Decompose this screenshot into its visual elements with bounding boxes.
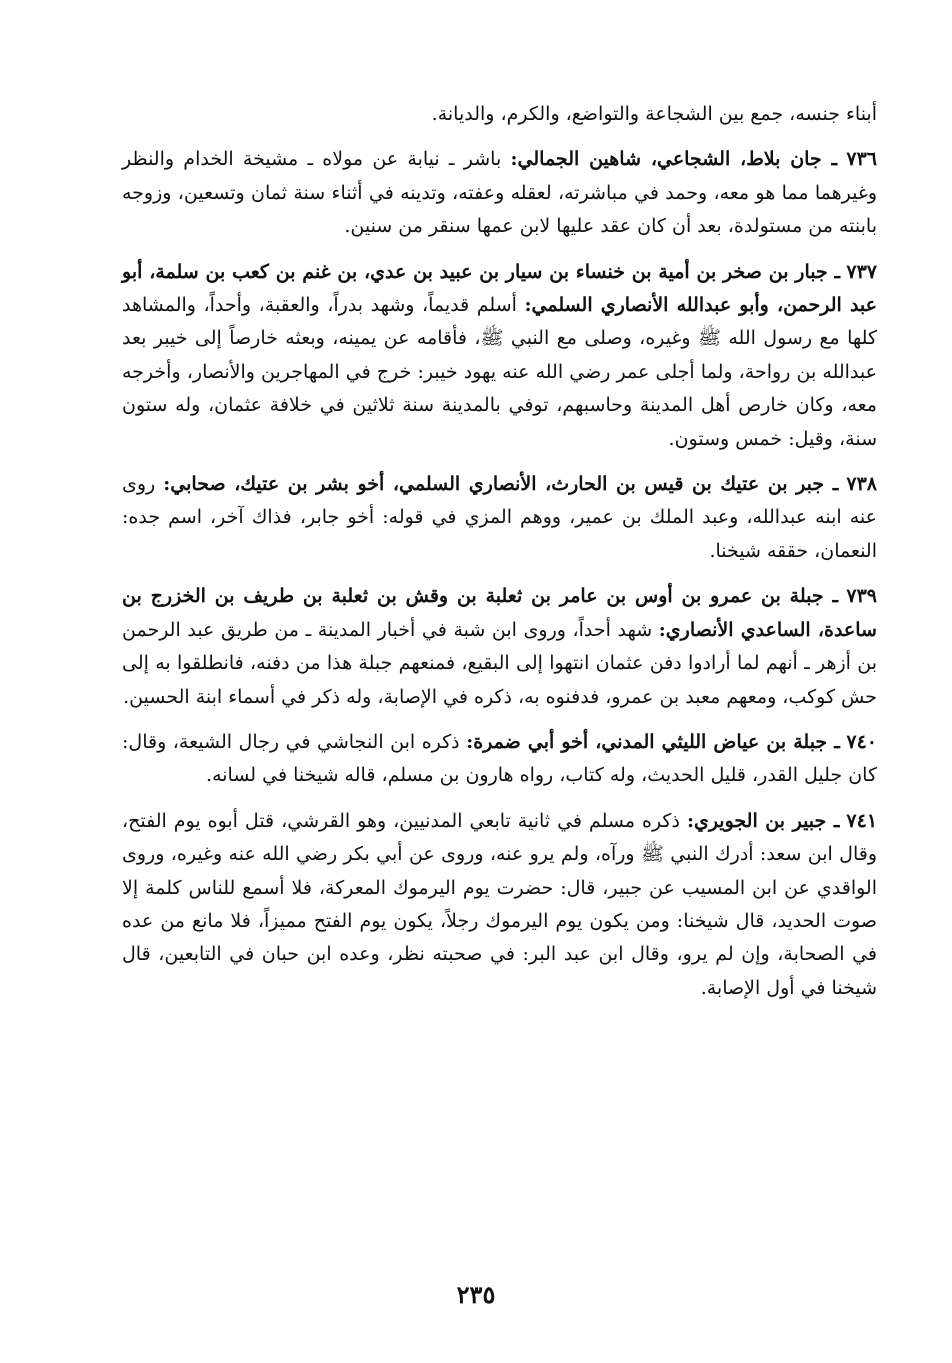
entry-dash: ـ [827,730,840,753]
entry-heading: جبير بن الجويري: [686,809,827,832]
entry-body: أسلم قديماً، وشهد بدراً، والعقبة، وأحداً، والمشاهد كلها مع رسول الله ﷺ وغيره، وصلى مع النبي ﷺ، فأقامه عن يمينه، وبعثه خارصاً إلى خيبر بعد عبدالله بن رواحة، ولما أجلى عمر رضي الله عنه يهود خيبر: خرج في المهاجرين والأنصار، وأخرجه معه، وكان خارص أهل المدينة وحاسبهم، توفي بالمدينة سنة ثلاثين في خلافة عثمان، وله ستون سنة، وقيل: خمس وستون. [122,294,877,450]
entry-number: ٧٣٨ [846,473,878,496]
entry-738 [122,468,877,568]
entry-737 [122,256,877,456]
entry-number: ٧٤١ [846,809,878,832]
entry-dash: ـ [823,585,839,608]
entry-body: روى عنه ابنه عبدالله، وعبد الملك بن عمير، ووهم المزي في قوله: أخو جابر، فذاك آخر، اسم جده: النعمان، حققه شيخنا. [122,473,877,562]
entry-739 [122,580,877,714]
paragraph-continuation [122,98,877,131]
entry-heading: جبلة بن عياض الليثي المدني، أخو أبي ضمرة: [466,730,828,753]
entry-body: باشر ـ نيابة عن مولاه ـ مشيخة الخدام والنظر وغيرهما مما هو معه، وحمد في مباشرته، لعقله وعفته، وتدينه في أثناء سنة ثمان وتسعين، وزوجه بابنته من مستولدة، بعد أن كان عقد عليها لابن عمها سنقر من سنين. [122,148,877,238]
paragraph-body: أبناء جنسه، جمع بين الشجاعة والتواضع، والكرم، والديانة. [431,103,877,125]
entry-body: ذكره ابن النجاشي في رجال الشيعة، وقال: كان جليل القدر، قليل الحديث، وله كتاب، رواه هارون بن مسلم، قاله شيخنا في لسانه. [122,730,877,787]
entry-dash: ـ [821,148,838,171]
entry-heading: جبر بن عتيك بن قيس بن الحارث، الأنصاري السلمي، أخو بشر بن عتيك، صحابي: [163,473,825,496]
entry-dash: ـ [826,809,840,832]
entry-number: ٧٣٧ [846,260,877,283]
entry-number: ٧٣٩ [846,585,878,608]
entry-heading: جبار بن صخر بن أمية بن خنساء بن سيار بن عبيد بن عدي، بن غنم بن كعب بن سلمة، أبو عبد الرحمن، وأبو عبدالله الأنصاري السلمي: [122,260,877,317]
entry-dash: ـ [824,473,839,496]
entry-heading: جان بلاط، الشجاعي، شاهين الجمالي: [510,148,822,171]
page-text [122,98,877,1005]
page-number: ٢٣٥ [456,1280,496,1309]
entry-number: ٧٤٠ [846,730,877,753]
entry-dash: ـ [827,260,841,283]
entry-number: ٧٣٦ [846,148,878,171]
entry-736 [122,143,877,243]
entry-heading: جبلة بن عمرو بن أوس بن عامر بن ثعلبة بن وقش بن ثعلبة بن طريف بن الخزرج بن ساعدة، الساعدي الأنصاري: [122,585,877,641]
entry-741 [122,805,877,1005]
entry-740 [122,726,877,793]
entry-body: شهد أحداً، وروى ابن شبة في أخبار المدينة ـ من طريق عبد الرحمن بن أزهر ـ أنهم لما أرادوا دفن عثمان انتهوا إلى البقيع، فمنعهم جبلة هذا من دفنه، فانطلقوا به إلى حش كوكب، ومعهم معبد بن عمرو، فدفنوه به، ذكره في الإصابة، وله ذكر في أسماء ابنة الحسين. [122,618,877,708]
entry-body: ذكره مسلم في ثانية تابعي المدنيين، وهو القرشي، قتل أبوه يوم الفتح، وقال ابن سعد: أدرك النبي ﷺ ورآه، ولم يرو عنه، وروى عن أبي بكر رضي الله عنه وغيره، وروى الواقدي عن ابن المسيب عن جبير، قال: حضرت يوم اليرموك المعركة، فلا أسمع للناس كلمة إلا صوت الحديد، قال شيخنا: ومن يكون يوم اليرموك رجلاً، يكون يوم الفتح مميزاً، فلا مانع من عده في الصحابة، وإن لم يرو، وقال ابن عبد البر: في صحبته نظر، وعده ابن حبان في التابعين، قال شيخنا في أول الإصابة. [122,809,877,999]
